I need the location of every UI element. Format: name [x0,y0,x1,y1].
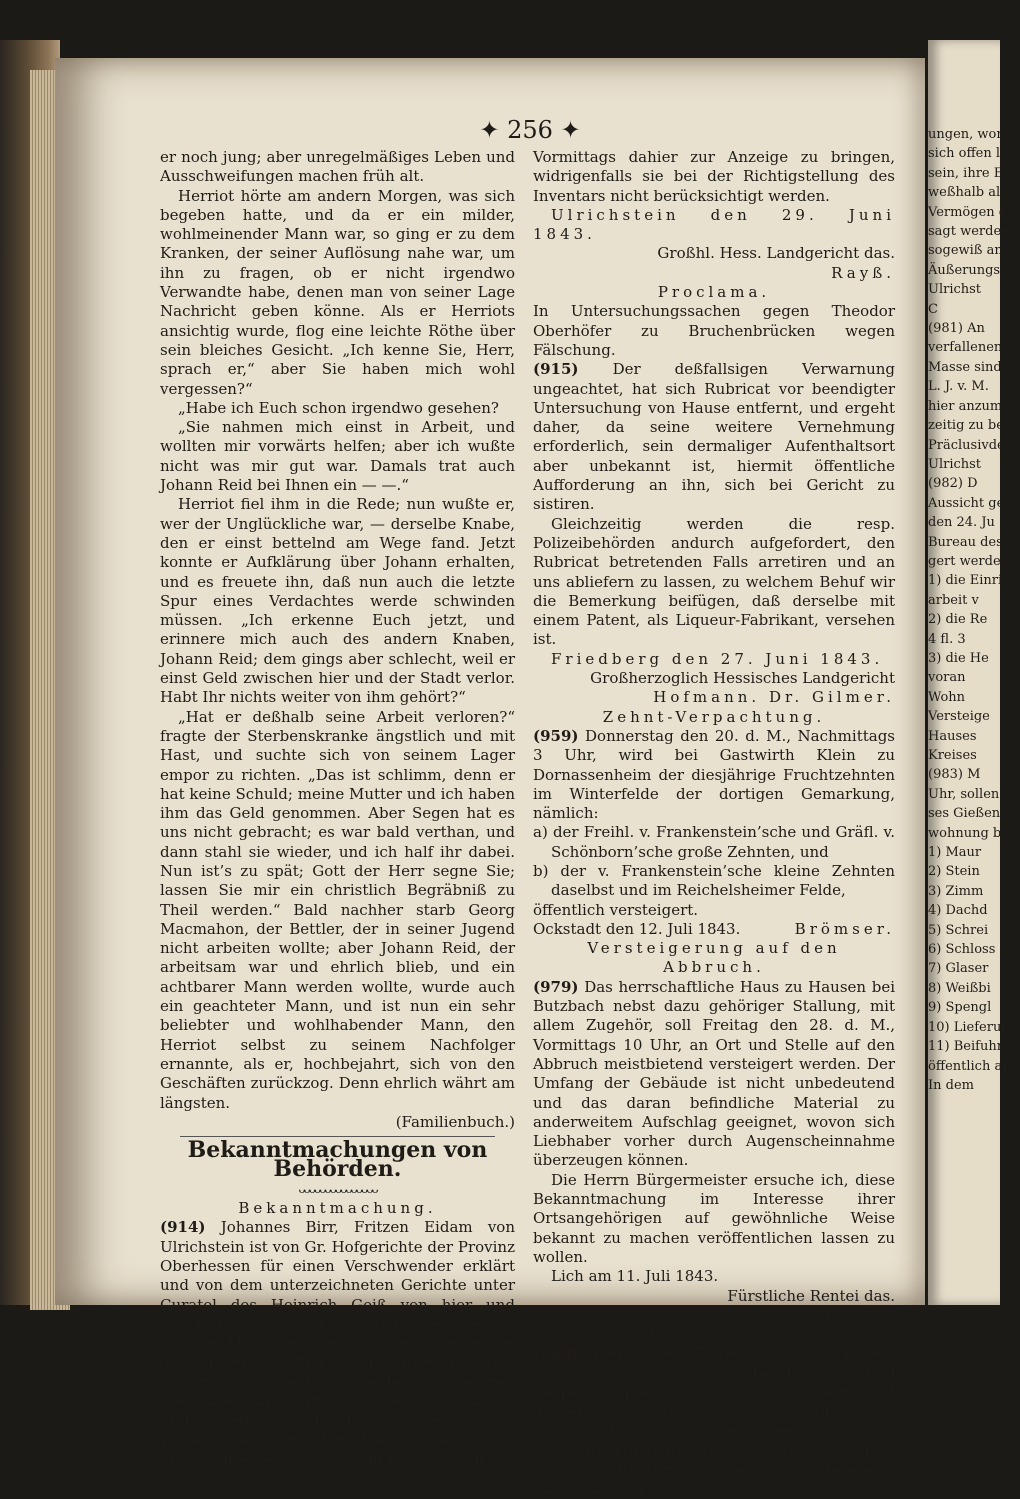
next-page-fragment: 2) die Re [928,612,988,628]
notice-title: Bekanntmachung. [238,1199,437,1218]
next-page-fragment: (982) D [928,476,978,492]
next-page-fragment: (981) An [928,321,985,337]
next-page-fragment: ses Gießen [928,806,1001,822]
list-item: a) der Freihl. v. Frankenstein’sche und Gräfl. v. Schönborn’sche große Zehnten, und [533,823,895,861]
story-paragraph: „Habe ich Euch schon irgendwo gesehen? [178,398,499,417]
next-page-fragment: Präclusivdecr [928,437,1019,453]
next-page-fragment: sagt werden, [928,224,1014,240]
next-page-fragment: zeitig zu be [928,418,1004,434]
next-page-fragment: sich offen lieg [928,146,1020,162]
next-page-fragment: 4 fl. 3 [928,631,966,647]
notice-subtitle: In Untersuchungssachen gegen Theodor Oberhöfer zu Bruchenbrücken wegen Fälschung. [533,302,895,359]
left-column [160,148,515,1469]
notice-number: (915) [533,360,579,379]
next-page-fragment: sein, ihre Ei [928,165,1008,181]
next-page-fragment: In dem [928,1077,974,1093]
next-page-fragment: 1) die Einri [928,573,1003,589]
notice-number: (914) [160,1218,206,1237]
notice-signer: Kratz. [824,1305,895,1324]
next-page-fragment: Wohn [928,689,966,705]
notice-text: Das herrschaftliche Haus zu Hausen bei Butzbach nebst dazu gehöriger Stallung, mit allem Zugehör, soll Freitag den 28. d. M., Vormittags 10 Uhr, an Ort und Stelle auf den Abbruch meistbietend versteigert werden. Der Umfang der Gebäude ist nicht unbedeutend und das daran befindliche Material zu anderweitem Aufschlag geeignet, wovon sich Liebhaber vorher durch Augenscheinnahme überzeugen können. [533,977,895,1170]
section-title: Bekanntmachungen von Behörden. [187,1137,488,1183]
notice-date: Ockstadt den 12. Juli 1843. [533,919,741,938]
notice-date: Lich am 11. Juli 1843. [551,1267,719,1286]
next-page-fragment: Bureau des [928,534,1003,550]
next-page-fragment: Äußerungsur [928,262,1015,278]
ornament-right: ✦ [560,116,581,144]
notice-signer: Rayß. [831,263,895,282]
notice-number: (980) [533,1344,579,1363]
notice-number: (959) [533,726,579,745]
notice-body [533,1344,895,1498]
notice-text: Der deßfallsigen Verwarnung ungeachtet, hat sich Rubricat vor beendigter Untersuchung von Hause entfernt, und ergeht daher, da seine weitere Vernehmung erforderlich, sein dermaliger Aufenthaltsort aber unbekannt ist, hiermit öffentliche Aufforderung an ihn, sich bei Gericht zu sistiren. [533,360,895,514]
next-page-column [928,125,1020,1095]
next-page-fragment: 5) Schrei [928,922,989,938]
notice-signer: Brömser. [794,919,895,938]
next-page-fragment: 1) Maur [928,845,982,861]
next-page-fragment: weßhalb alle [928,185,1012,201]
notice-text: Abel Dickels Eheleute und die beiden großjährigen Söhne 1ter Ehe, Johannes und Caspar Spilemann von Stumpertenrod beabsichtigen über das in den Flur- und Grundbüchern auf ihren Namen stehende, theils in Stumpertenröder, theils in Feldaer und Köddinger Gemarkung belegene Immobiliar-Ver- [533,1344,895,1498]
ornament-line: ᴗᴗᴗᴗᴗᴗᴗᴗᴗᴗᴗᴗᴗᴗᴗ [298,1181,377,1196]
next-page-fragment: Ulrichst [928,456,982,472]
next-page-fragment: (983) M [928,767,981,783]
next-page-fragment: Masse sind [928,359,1002,375]
notice-date: Friedberg den 27. Juni 1843. [551,649,884,668]
page-number: 256 [507,116,553,144]
notice-court: Fürstliche Rentei das. [727,1286,895,1305]
page-header [470,116,590,144]
next-page-fragment: ungen, worüb [928,127,1020,142]
next-page-fragment: 10) Lieferun [928,1019,1010,1035]
notice-text: Die Herrn Bürgermeister ersuche ich, diese Bekanntmachung im Interesse ihrer Ortsangehörigen auf gewöhnliche Weise bekannt zu machen veröffentlichen lassen zu wollen. [533,1170,895,1266]
notice-court: Großhl. Hess. Landgericht das. [657,244,895,263]
notice-body [160,1218,515,1469]
notice-title: Proclama. [657,283,771,302]
notice-text: öffentlich versteigert. [533,900,699,919]
next-page-fragment: hier anzumel [928,398,1015,414]
next-page-fragment: Vermögen di [928,204,1012,220]
right-column [533,148,895,1499]
notice-body [533,727,895,823]
notice-body [533,978,895,1171]
next-page-edge [928,40,1020,1305]
next-page-fragment: verfallenen S [928,340,1016,356]
next-page-fragment: 9) Spengl [928,1000,992,1016]
next-page-fragment: Hauses [928,728,977,744]
story-paragraph: Herriot fiel ihm in die Rede; nun wußte er, wer der Unglückliche war, — derselbe Knabe, den er einst bettelnd am Wege fand. Jetzt konnte er Aufklärung über Johann erhalten, und es freuete ihn, daß nun auch die letzte Spur eines Verdachtes werde schwinden müssen. „Ich erkenne Euch jetzt, und erinnere mich auch des andern Knaben, Johann Reid; dem gings aber schlecht, weil er einst Geld zwischen hier und der Stadt verlor. Habt Ihr nichts weiter von ihm gehört?“ [160,495,515,707]
next-page-fragment: Uhr, sollen [928,786,1000,802]
story-paragraph: Herriot hörte am andern Morgen, was sich begeben hatte, und da er ein milder, wohlmeinender Mann war, so ging er zu dem Kranken, der seiner Auflösung nahe war, um ihn zu fragen, ob er nicht irgendwo Verwandte habe, denen man von seiner Lage Nachricht geben könne. Als er Herriots ansichtig wurde, flog eine leichte Röthe über sein bleiches Gesicht. „Ich kenne Sie, Herr, sprach er,“ aber Sie haben mich wohl vergessen?“ [160,186,515,398]
next-page-fragment: den 24. Ju [928,515,995,531]
next-page-fragment: 11) Beifuhr [928,1039,1003,1055]
next-page-fragment: wohnung b [928,825,1002,841]
story-paragraph: „Hat er deßhalb seine Arbeit verloren?“ fragte der Sterbenskranke ängstlich und mit Hast, und suchte sich von seinem Lager empor zu richten. „Das ist schlimm, denn er hat keine Schuld; meine Mutter und ich haben ihm das Geld genommen. Aber Segen hat es uns nicht gebracht; es war bald verthan, und dann stahl sie wieder, und ich half ihr dabei. Nun ist’s zu spät; Gott der Herr segne Sie; lassen Sie mir ein christlich Begräbniß zu Theil werden.“ Bald nachher starb Georg Macmahon, der Bettler, der in seiner Jugend nicht arbeiten wollte; aber Johann Reid, der arbeitsam war und ehrlich blieb, und ein achtbarer Mann werden wollte, wurde auch ein geachteter Mann, und ist nun ein sehr beliebter und wohlhabender Mann, den Herriot selbst zu seinem Nachfolger ernannte, als er, hochbejahrt, sich von den Geschäften zurückzog. Denn ehrlich währt am längsten. [160,707,515,1112]
notice-text: Johannes Birr, Fritzen Eidam von Ulrichstein ist von Gr. Hofgerichte der Provinz Oberhessen für einen Verschwender erklärt und von dem unterzeichneten Gerichte unter Curatel des Heinrich Geiß von hier und Heinrich Peuscher von Langwasser gestellt worden. Man bringt dies mit dem Anfügen zur öffentlichen Kenntniß, daß Johannes Birr ohne Zustimmung seiner beiden Curatoren Rechtsgeschäfte giltig nicht eingehen kann, und fordert zugleich alle diejenigen, welche Forderungen an denselben haben, auf, dieselben sogewiß im Termin den 8. August, [160,1218,515,1468]
story-source: (Familienbuch.) [395,1112,515,1131]
notice-title: Edictalladung. [630,1325,798,1344]
story-paragraph: „Sie nahmen mich einst in Arbeit, und wollten mir vorwärts helfen; aber ich wußte nicht was mir gut war. Damals trat auch Johann Reid bei Ihnen ein — —.“ [160,418,515,495]
next-page-fragment: öffentlich an [928,1058,1011,1074]
next-page-fragment: L. J. v. M. [928,379,989,395]
next-page-fragment: voran [928,670,966,686]
notice-number: (979) [533,977,579,996]
next-page-fragment: 2) Stein [928,864,980,880]
notice-date: Ulrichstein den 29. Juni 1843. [533,205,895,244]
notice-text: Gleichzeitig werden die resp. Polizeibehörden andurch aufgefordert, den Rubricat betretenden Falls arretiren und an uns abliefern zu lassen, zu welchem Behuf wir die Bemerkung beifügen, daß derselbe mit einem Patent, als Liqueur-Fabrikant, versehen ist. [533,514,895,649]
next-page-fragment: 4) Dachd [928,903,988,919]
list-item: b) der v. Frankenstein’sche kleine Zehnten daselbst und im Reichelsheimer Felde, [533,861,895,900]
notice-signer: Hofmann. Dr. Gilmer. [653,688,895,707]
next-page-fragment: C [928,301,938,317]
notice-text: Donnerstag den 20. d. M., Nachmittags 3 Uhr, wird bei Gastwirth Klein zu Dornassenheim der diesjährige Fruchtzehnten im Winterfelde der dortigen Gemarkung, nämlich: [533,726,895,823]
next-page-fragment: 3) die He [928,650,989,666]
next-page-fragment: 6) Schloss [928,942,996,958]
next-page-fragment: gert werden [928,553,1010,569]
notice-court: Großherzoglich Hessisches Landgericht [590,669,895,688]
next-page-fragment: 8) Weißbi [928,980,991,996]
notice-body [533,360,895,514]
notice-date-line [533,920,895,939]
next-page-fragment: 7) Glaser [928,961,989,977]
next-page-fragment: sogewiß anz [928,243,1010,259]
next-page-fragment: Kreises [928,748,977,763]
next-page-fragment: Aussicht ge [928,495,1005,511]
story-paragraph: er noch jung; aber unregelmäßiges Leben und Ausschweifungen machen früh alt. [160,148,515,186]
next-page-fragment: Ulrichst [928,282,982,298]
ornament-left: ✦ [479,116,500,144]
notice-text: Vormittags dahier zur Anzeige zu bringen, widrigenfalls sie bei der Richtigstellung des Inventars nicht berücksichtigt werden. [533,148,895,205]
notice-title: Versteigerung auf den Abbruch. [587,939,841,977]
next-page-fragment: Versteige [928,709,990,725]
notice-title: Zehnt-Verpachtung. [602,707,826,726]
next-page-fragment: 3) Zimm [928,883,984,899]
next-page-fragment: arbeit v [928,592,979,608]
